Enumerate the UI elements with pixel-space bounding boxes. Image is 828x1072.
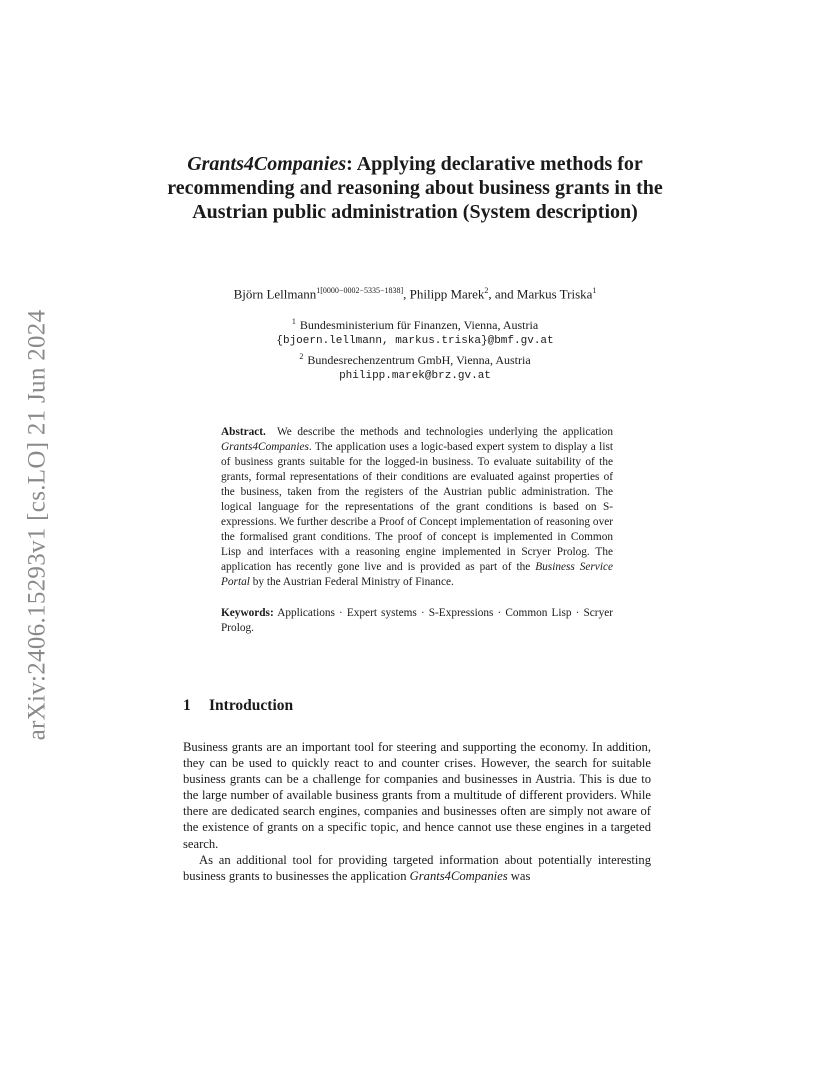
affiliation-1 — [150, 314, 680, 334]
abstract-app-name: Grants4Companies — [221, 441, 309, 453]
title-app-name: Grants4Companies — [187, 153, 347, 175]
keywords-label: Keywords: — [221, 607, 274, 619]
paragraph-2-app-name: Grants4Companies — [409, 868, 508, 883]
title-rest: : Applying declarative methods for recommending and reasoning about business grants in the Austrian public administration (System description) — [167, 153, 663, 223]
paragraph-2-end: was — [507, 868, 531, 883]
abstract-text-3: by the Austrian Federal Ministry of Finance. — [249, 576, 454, 588]
paragraph-1: Business grants are an important tool for steering and supporting the economy. In addition, they can be used to quickly react to and counter crises. However, the search for suitable business grants can be a challenge for companies and businesses in Austria. This is due to the large number of available business grants from a multitude of different providers. While there are dedicated search engines, companies and businesses often are simply not aware of the existence of grants on a specific topic, and hence cannot use these engines in a targeted search. — [183, 740, 651, 851]
affiliation-1-email: {bjoern.lellmann, markus.triska}@bmf.gv.at — [276, 334, 554, 347]
abstract-label: Abstract. — [221, 426, 266, 438]
affiliation-2-text: Bundesrechenzentrum GmbH, Vienna, Austria — [307, 353, 531, 367]
affiliation-1-text: Bundesministerium für Finanzen, Vienna, Austria — [299, 318, 539, 332]
author-list — [150, 286, 680, 302]
paper-title — [150, 152, 680, 224]
abstract-text-2: . The application uses a logic-based expert system to display a list of business grants suitable for the logged-in business. To evaluate suitability of the grants, formal representations of their conditions are evaluated against properties of the business, taken from the registers of the Austrian public administration. The logical language for the representations of the grant conditions is based on S-expressions. We further describe a Proof of Concept implementation of reasoning over the formalised grant conditions. The proof of concept is implemented in Common Lisp and interfaces with a reasoning engine implemented in Scryer Prolog. The application has recently gone live and is provided as part of the — [221, 441, 613, 573]
abstract-text-1: We describe the methods and technologies underlying the application — [276, 426, 613, 438]
abstract — [221, 425, 613, 636]
author-3-name: , and Markus Triska — [488, 286, 593, 302]
author-3-affil-mark: 1 — [592, 286, 597, 295]
abstract-portal-name: Business Service Portal — [221, 561, 613, 588]
affiliations — [150, 314, 680, 384]
paragraph-2-start: As an additional tool for providing targeted information about potentially interesting business grants to businesses the application — [183, 852, 651, 883]
section-heading — [183, 697, 293, 715]
keywords — [221, 606, 613, 636]
section-number: 1 — [183, 697, 191, 714]
affiliation-2-number: 2 — [299, 352, 304, 361]
author-1-orcid: 1[0000−0002−5335−1838] — [316, 286, 404, 295]
keywords-text: Applications · Expert systems · S-Expressions · Common Lisp · Scryer Prolog. — [221, 607, 613, 634]
author-2-affil-mark: 2 — [484, 286, 489, 295]
author-1-name: Björn Lellmann — [233, 286, 317, 302]
arxiv-identifier — [22, 290, 52, 760]
paragraph-2 — [183, 852, 651, 884]
affiliation-2 — [150, 349, 680, 369]
body-text — [183, 739, 651, 884]
section-title: Introduction — [209, 697, 294, 714]
arxiv-identifier-text: arXiv:2406.15293v1 [cs.LO] 21 Jun 2024 — [23, 309, 51, 741]
affiliation-2-email: philipp.marek@brz.gv.at — [339, 369, 491, 382]
affiliation-1-number: 1 — [291, 317, 296, 326]
abstract-body — [221, 425, 613, 590]
author-2-name: , Philipp Marek — [403, 286, 485, 302]
